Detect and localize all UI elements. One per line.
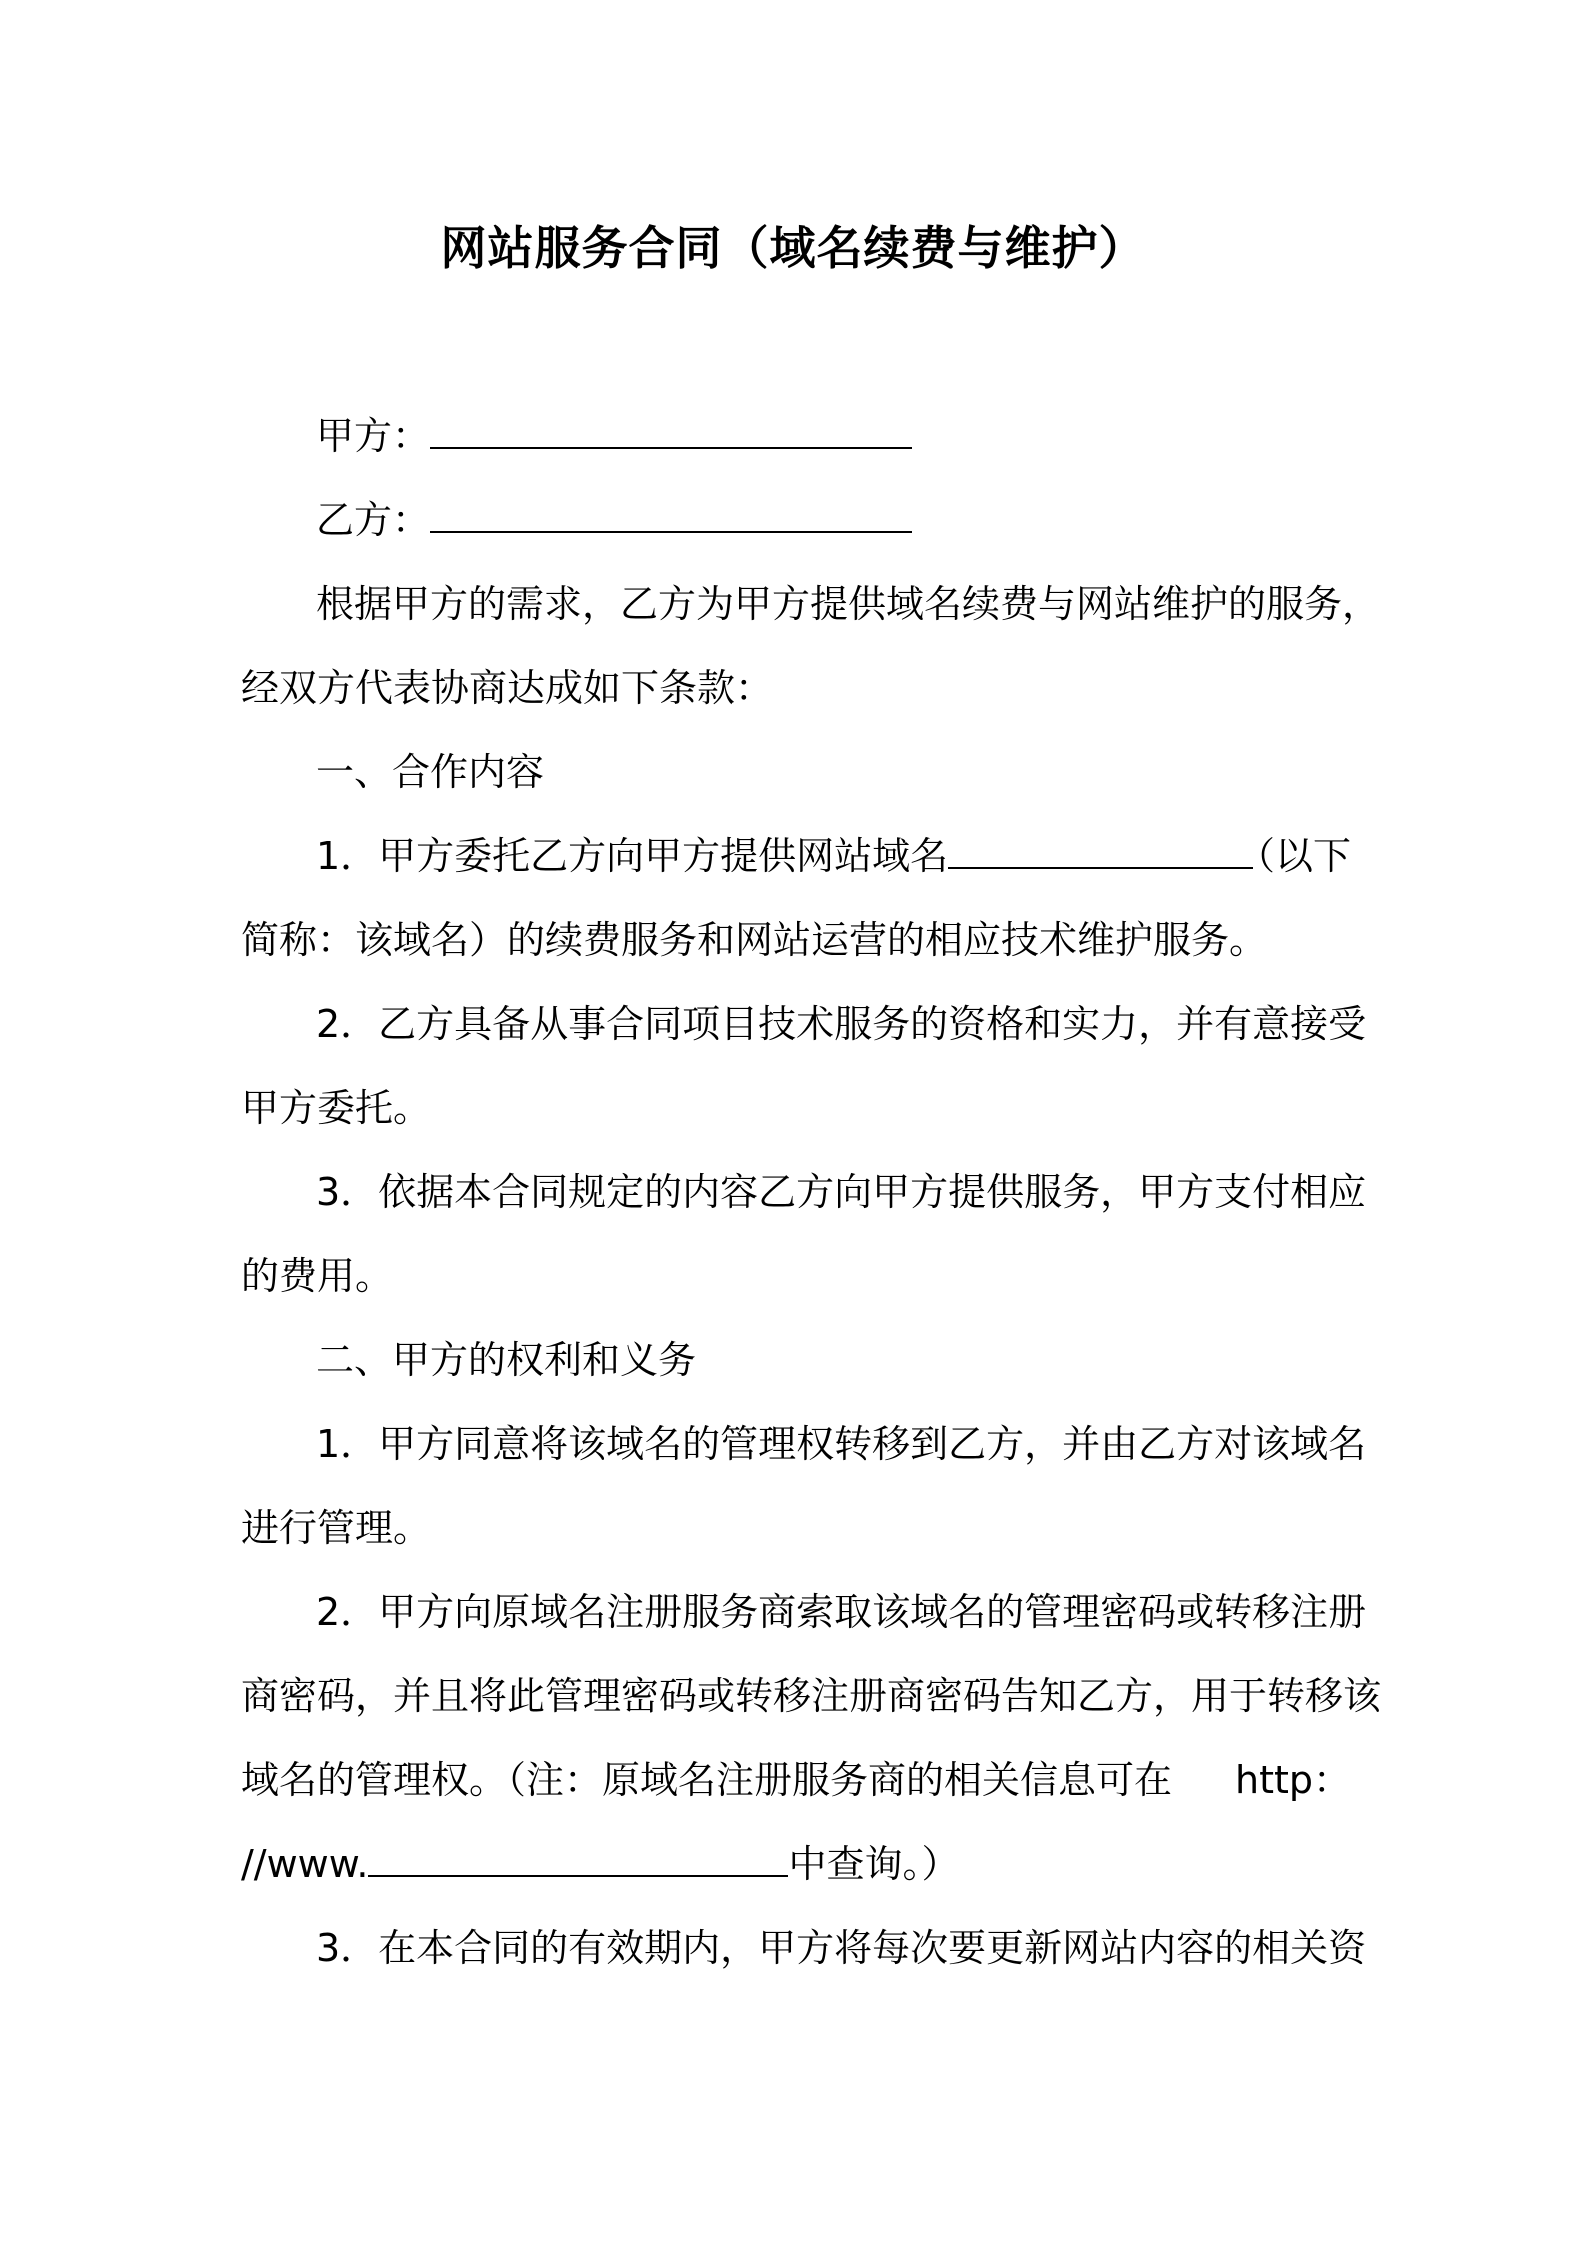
- party-a-blank: [430, 413, 912, 449]
- section-2-heading: 二、甲方的权利和义务: [316, 1338, 697, 1382]
- s1-item2-line2: 甲方委托。: [241, 1086, 432, 1130]
- s2-item2-line4-tail: 中查询。）: [788, 1842, 960, 1886]
- intro-line-2: 经双方代表协商达成如下条款：: [241, 666, 774, 710]
- party-b-label: 乙方：: [316, 498, 431, 542]
- s1-item3-line1: 3．依据本合同规定的内容乙方向甲方提供服务，甲方支付相应: [316, 1170, 1367, 1214]
- party-a-label: 甲方：: [316, 414, 431, 458]
- s1-item3-line2: 的费用。: [241, 1254, 394, 1298]
- s1-item1-tail: （以下: [1236, 834, 1351, 878]
- s1-item1-text: 1．甲方委托乙方向甲方提供网站域名: [316, 834, 949, 878]
- s2-item2-line4: [241, 1841, 959, 1887]
- s1-item2-line1: 2．乙方具备从事合同项目技术服务的资格和实力，并有意接受: [316, 1002, 1367, 1046]
- party-a-line: [316, 413, 912, 459]
- party-b-line: [316, 497, 912, 543]
- section-1-heading: 一、合作内容: [316, 750, 545, 794]
- s2-item2-line2: 商密码，并且将此管理密码或转移注册商密码告知乙方，用于转移该: [241, 1674, 1382, 1718]
- document-title: 网站服务合同（域名续费与维护）: [440, 221, 1146, 275]
- intro-line-1: 根据甲方的需求，乙方为甲方提供域名续费与网站维护的服务，: [316, 582, 1381, 626]
- s2-item1-line1: 1．甲方同意将该域名的管理权转移到乙方，并由乙方对该域名: [316, 1422, 1367, 1466]
- party-b-blank: [430, 497, 912, 533]
- s1-item1-line2: 简称：该域名）的续费服务和网站运营的相应技术维护服务。: [241, 918, 1268, 962]
- domain-blank: [948, 833, 1253, 869]
- www-prefix: //www.: [241, 1842, 369, 1886]
- s2-item1-line2: 进行管理。: [241, 1506, 432, 1550]
- s2-item3-line1: 3．在本合同的有效期内，甲方将每次要更新网站内容的相关资: [316, 1926, 1367, 1970]
- s2-item2-line3-text: 域名的管理权。（注：原域名注册服务商的相关信息可在: [241, 1758, 1173, 1802]
- url-blank: [368, 1841, 788, 1877]
- http-prefix: http：: [1234, 1758, 1351, 1802]
- s2-item2-line1: 2．甲方向原域名注册服务商索取该域名的管理密码或转移注册: [316, 1590, 1367, 1634]
